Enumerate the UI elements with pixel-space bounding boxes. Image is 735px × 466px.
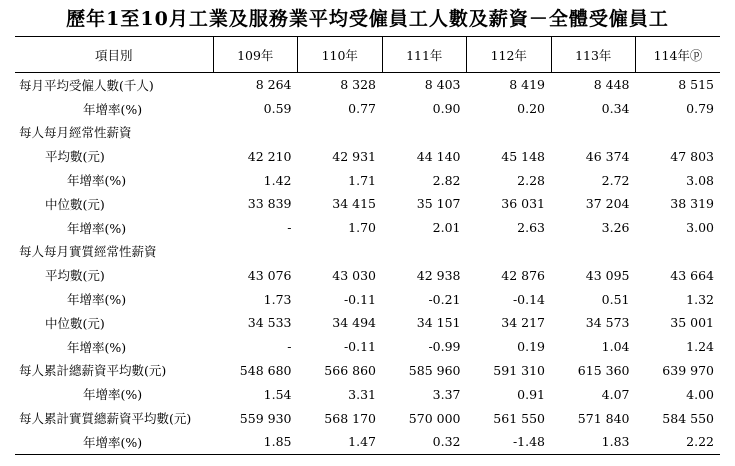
table-cell: 42 931 [332, 148, 376, 164]
table-row [15, 359, 720, 383]
table-cell: 566 860 [324, 362, 376, 378]
table-cell: -0.11 [343, 291, 376, 307]
table-row [15, 216, 720, 240]
table-row [15, 97, 720, 121]
table-cell: 34 494 [332, 315, 376, 331]
table-cell: 45 148 [501, 148, 545, 164]
table-cell: 8 448 [593, 77, 630, 93]
table-cell: 570 000 [408, 410, 461, 426]
table-cell: 4.00 [686, 386, 714, 402]
table-cell: 3.08 [686, 172, 714, 188]
table-row [15, 311, 720, 335]
page-title: 歷年1至10月工業及服務業平均受僱員工人數及薪資－全體受僱員工 [66, 8, 669, 30]
table-cell: 2.72 [601, 172, 630, 188]
table-cell [636, 121, 721, 145]
table-cell: 585 960 [408, 362, 461, 378]
table-cell: 1.73 [263, 291, 292, 307]
table-cell: 44 140 [416, 148, 461, 164]
row-label: 平均數(元) [45, 149, 105, 165]
table-cell: 2.82 [432, 172, 461, 188]
table-row [15, 144, 720, 168]
table-cell: -0.21 [428, 291, 461, 307]
row-label: 中位數(元) [45, 196, 105, 212]
table-cell: 8 419 [509, 77, 545, 93]
table-cell: 38 319 [670, 196, 714, 212]
row-label: 年增率(%) [67, 220, 127, 236]
table-cell: 0.91 [517, 386, 545, 402]
table-cell [467, 240, 552, 264]
table-cell: 559 930 [239, 410, 292, 426]
header-year-110: 110年 [298, 37, 383, 73]
table-cell: 37 204 [585, 196, 630, 212]
table-cell: 42 938 [416, 267, 461, 283]
table-cell: 615 360 [577, 362, 630, 378]
table-cell: 0.59 [263, 101, 292, 117]
table-cell: 3.37 [432, 386, 461, 402]
table-cell: 0.51 [601, 291, 630, 307]
row-label: 每人累計總薪資平均數(元) [19, 363, 167, 379]
table-row [15, 192, 720, 216]
table-cell: 0.20 [517, 101, 545, 117]
table-cell: 8 264 [255, 77, 292, 93]
table-cell: 34 151 [416, 315, 461, 331]
header-year-113: 113年 [551, 37, 636, 73]
table-cell: 2.28 [517, 172, 545, 188]
table-cell: 591 310 [493, 362, 545, 378]
table-cell: 584 550 [662, 410, 714, 426]
table-cell: 34 573 [585, 315, 630, 331]
table-cell: 1.47 [298, 430, 383, 454]
table-header-row [15, 37, 720, 73]
table-row [15, 240, 720, 264]
table-cell: 561 550 [493, 410, 545, 426]
row-label: 年增率(%) [83, 101, 143, 117]
table-cell: 0.34 [601, 101, 630, 117]
row-label: 年增率(%) [67, 339, 127, 355]
table-cell: 35 107 [416, 196, 461, 212]
table-cell: 8 403 [424, 77, 461, 93]
header-year-112: 112年 [467, 37, 552, 73]
table-cell: 0.79 [686, 101, 714, 117]
table-cell: 2.01 [432, 220, 461, 236]
table-row [15, 335, 720, 359]
table-cell: 1.70 [348, 220, 376, 236]
table-cell [298, 121, 383, 145]
table-cell: 34 217 [501, 315, 545, 331]
table-cell [467, 121, 552, 145]
table-row [15, 430, 720, 454]
header-year-109: 109年 [213, 37, 298, 73]
table-row [15, 168, 720, 192]
table-cell: 0.90 [432, 101, 461, 117]
row-label: 中位數(元) [45, 315, 105, 331]
salary-table [15, 36, 720, 455]
table-row [15, 263, 720, 287]
row-label: 年增率(%) [15, 430, 213, 454]
row-label: 每人每月實質經常性薪資 [19, 244, 157, 260]
table-cell: 0.32 [382, 430, 467, 454]
table-cell: 1.83 [551, 430, 636, 454]
table-cell: 1.42 [263, 172, 292, 188]
table-cell: 43 664 [670, 267, 714, 283]
table-cell: 2.63 [517, 220, 545, 236]
table-cell: 568 170 [324, 410, 376, 426]
table-cell: 639 970 [662, 362, 714, 378]
table-cell: 8 328 [340, 77, 376, 93]
table-cell: 42 876 [501, 267, 545, 283]
table-cell: 42 210 [247, 148, 292, 164]
row-label: 每人累計實質總薪資平均數(元) [19, 411, 192, 427]
table-cell: 1.54 [263, 386, 292, 402]
table-cell: 3.31 [348, 386, 376, 402]
table-cell: -0.14 [512, 291, 545, 307]
row-label: 年增率(%) [83, 387, 143, 403]
table-cell: 4.07 [601, 386, 630, 402]
table-row [15, 382, 720, 406]
table-cell: 36 031 [501, 196, 545, 212]
table-cell: -0.99 [428, 339, 461, 355]
table-cell [551, 121, 636, 145]
table-cell [382, 240, 467, 264]
table-row [15, 73, 720, 97]
table-cell [636, 240, 721, 264]
row-label: 年增率(%) [67, 173, 127, 189]
table-cell: - [287, 339, 292, 355]
table-cell: 2.22 [636, 430, 721, 454]
table-cell: 8 515 [678, 77, 714, 93]
table-cell [213, 240, 298, 264]
table-cell [382, 121, 467, 145]
header-year-111: 111年 [382, 37, 467, 73]
table-row [15, 121, 720, 145]
table-cell: 33 839 [247, 196, 292, 212]
table-cell: 46 374 [585, 148, 630, 164]
table-cell: 34 533 [247, 315, 292, 331]
header-item: 項目別 [15, 37, 213, 73]
table-cell [298, 240, 383, 264]
table-cell: 47 803 [670, 148, 714, 164]
row-label: 每人每月經常性薪資 [19, 125, 132, 141]
table-cell: -0.11 [343, 339, 376, 355]
table-row [15, 406, 720, 430]
row-label: 每月平均受僱人數(千人) [19, 77, 154, 93]
table-cell: 43 076 [247, 267, 292, 283]
table-cell: 1.32 [686, 291, 714, 307]
table-cell: 3.00 [686, 220, 714, 236]
table-cell: 571 840 [577, 410, 630, 426]
row-label: 年增率(%) [67, 292, 127, 308]
header-year-114: 114年ⓟ [636, 37, 721, 73]
table-cell: 3.26 [601, 220, 630, 236]
table-cell: 0.19 [517, 339, 545, 355]
table-cell: 548 680 [239, 362, 292, 378]
table-cell: 43 030 [332, 267, 376, 283]
table-cell: 35 001 [670, 315, 714, 331]
row-label: 平均數(元) [45, 268, 105, 284]
table-cell: 1.24 [686, 339, 714, 355]
table-cell: 1.71 [348, 172, 376, 188]
table-cell [213, 121, 298, 145]
table-cell: 34 415 [332, 196, 376, 212]
table-cell: 43 095 [585, 267, 630, 283]
table-cell [551, 240, 636, 264]
table-cell: 0.77 [348, 101, 376, 117]
table-cell: - [287, 220, 292, 236]
table-row [15, 287, 720, 311]
table-cell: -1.48 [467, 430, 552, 454]
table-cell: 1.04 [601, 339, 630, 355]
table-cell: 1.85 [213, 430, 298, 454]
